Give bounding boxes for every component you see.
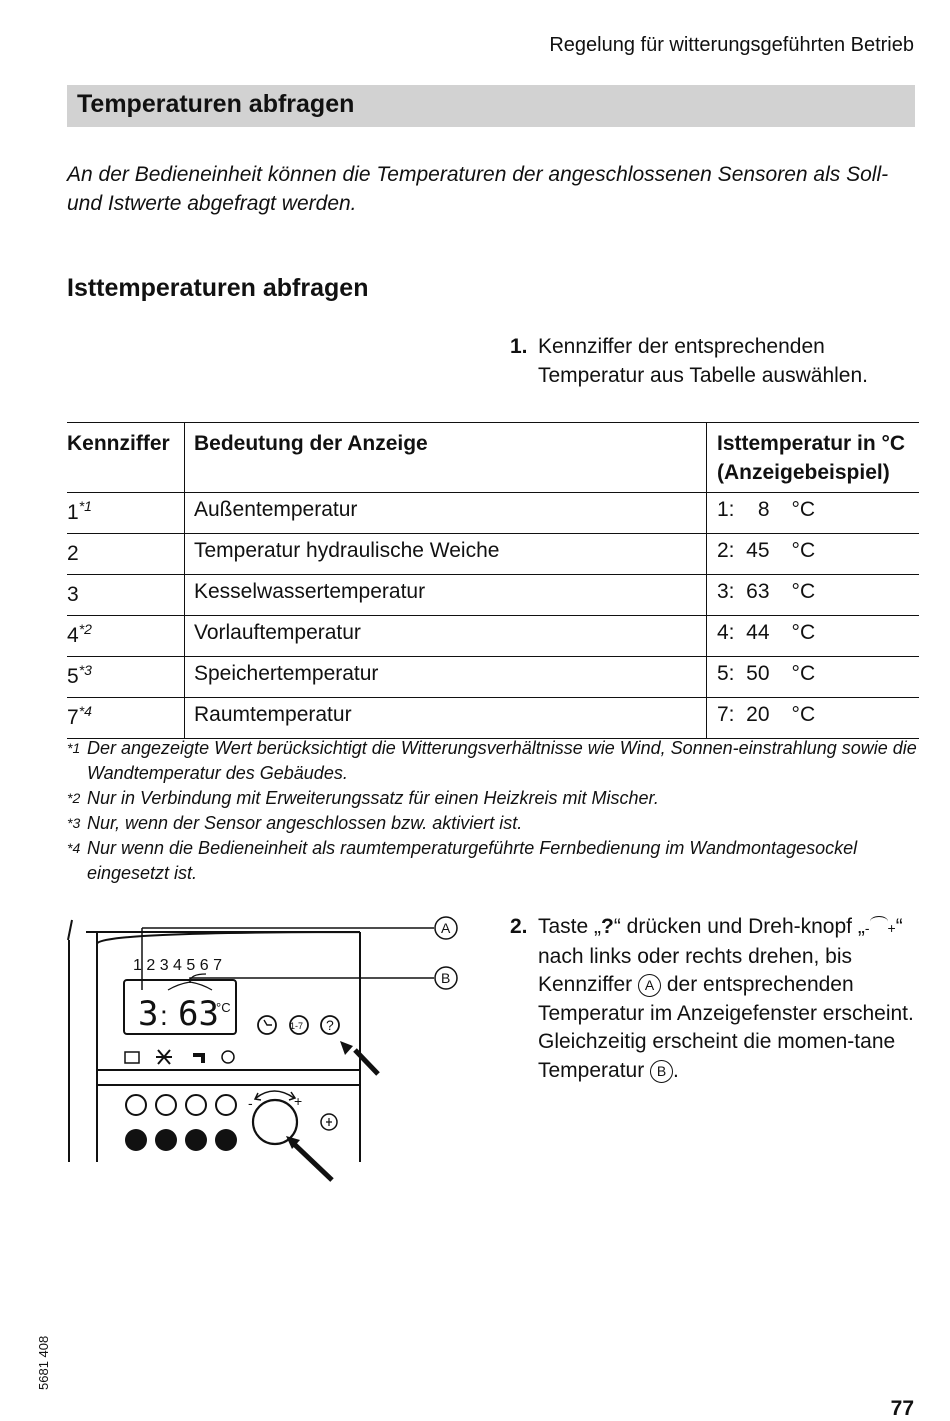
table-row (67, 698, 919, 739)
mode-button-4[interactable] (216, 1095, 236, 1115)
knob-rotate-icon (870, 916, 888, 927)
code-value: 1 (67, 501, 79, 524)
row-code (67, 534, 185, 575)
footnote-text: Nur in Verbindung mit Erweiterungssatz für einen Heizkreis mit Mischer. (87, 788, 659, 808)
value-unit: °C (791, 662, 816, 685)
row-value (707, 616, 920, 657)
knob-plus-symbol: + (887, 920, 896, 936)
footnote-text: Der angezeigte Wert berücksichtigt die Witterungsverhältnisse wie Wind, Sonnen-einstrahlung sowie die Wandtemperatur des Gebäudes. (87, 738, 917, 783)
value-unit: °C (791, 539, 816, 562)
section-bar (67, 85, 915, 127)
code-value: 4 (67, 624, 79, 647)
row-value (707, 698, 920, 739)
step-2-text (538, 913, 930, 1085)
value-unit: °C (791, 621, 816, 644)
row-value (707, 493, 920, 534)
knob-rotation-arrow (256, 1091, 294, 1098)
footnote-ref: *2 (78, 621, 92, 637)
row-meaning: Raumtemperatur (185, 698, 707, 739)
page-header: Regelung für witterungsgeführten Betrieb (549, 34, 914, 56)
fan-icon (156, 1050, 172, 1064)
radiator-icon (125, 1052, 139, 1063)
document-number: 5681 408 (36, 1335, 51, 1390)
row-value (707, 534, 920, 575)
value-unit: °C (791, 498, 816, 521)
row-value (707, 575, 920, 616)
step-2 (510, 913, 930, 1085)
value-text: 3: 63 (717, 580, 770, 603)
help-key-label: ? (601, 915, 614, 938)
ref-b-badge: B (650, 1060, 673, 1083)
row-code (67, 493, 185, 534)
footnote-ref: *4 (78, 703, 92, 719)
footnote (67, 786, 927, 811)
row-meaning: Temperatur hydraulische Weiche (185, 534, 707, 575)
display-unit: °C (216, 1000, 231, 1015)
code-value: 3 (67, 583, 79, 606)
housing-divider (97, 1070, 360, 1085)
footnote-text: Nur wenn die Bedieneinheit als raumtemperaturgeführte Fernbedienung im Wandmontagesockel eingesetzt ist. (87, 838, 858, 883)
section-title: Temperaturen abfragen (77, 90, 355, 118)
knob-minus-symbol: - (864, 920, 870, 936)
row-code (67, 616, 185, 657)
footnote (67, 736, 927, 786)
step-2-number: 2. (510, 915, 528, 938)
burner-icon (222, 1051, 234, 1063)
table-row (67, 657, 919, 698)
value-text: 1: 8 (717, 498, 770, 521)
callout-b-label: B (441, 970, 451, 986)
row-meaning: Vorlauftemperatur (185, 616, 707, 657)
mode-button-1[interactable] (126, 1095, 146, 1115)
footnote-text: Nur, wenn der Sensor angeschlossen bzw. aktiviert ist. (87, 813, 523, 833)
header-value-line2: (Anzeigebeispiel) (717, 461, 890, 484)
footnote-mark: *1 (67, 740, 81, 756)
pointer-arrowhead-help (340, 1041, 353, 1055)
code-value: 5 (67, 665, 79, 688)
step-2-part-2: “ drücken und Dreh-knopf „ (613, 915, 865, 938)
knob-arrowheads (255, 1092, 295, 1100)
help-button-label: ? (326, 1017, 334, 1033)
intro-text: An der Bedieneinheit können die Temperaturen der angeschlossenen Sensoren als Soll- und Istwerte abgefragt werden. (67, 163, 889, 215)
value-text: 7: 20 (717, 703, 770, 726)
housing-corner (68, 920, 72, 940)
step-1-number: 1. (510, 335, 528, 358)
pointer-arrow-knob (292, 1142, 332, 1180)
row-meaning: Kesselwassertemperatur (185, 575, 707, 616)
display-value: 63 (178, 994, 219, 1034)
temperature-table (67, 422, 919, 739)
callout-a-label: A (441, 920, 451, 936)
program-button-2[interactable] (155, 1129, 177, 1151)
step-2-part-1: Taste „ (538, 915, 602, 938)
step-2-part-4: der entsprechenden Temperatur im Anzeigefenster erscheint. Gleichzeitig erscheint die momen-tane Temperatur (538, 973, 914, 1082)
table-header-row (67, 423, 919, 493)
program-button-1[interactable] (125, 1129, 147, 1151)
program-button-4[interactable] (215, 1129, 237, 1151)
row-code (67, 657, 185, 698)
row-value (707, 657, 920, 698)
mode-button-2[interactable] (156, 1095, 176, 1115)
row-meaning: Außentemperatur (185, 493, 707, 534)
footnote-mark: *4 (67, 840, 81, 856)
subsection-title: Isttemperaturen abfragen (67, 274, 369, 302)
table-row (67, 575, 919, 616)
reset-symbol-icon (326, 1118, 332, 1126)
table-row (67, 534, 919, 575)
header-meaning: Bedeutung der Anzeige (185, 423, 707, 493)
row-code (67, 698, 185, 739)
brace (168, 974, 212, 990)
footnote-mark: *2 (67, 790, 81, 806)
clock-hands-icon (264, 1020, 272, 1025)
tap-icon (193, 1053, 205, 1063)
header-value (707, 423, 920, 493)
step-1 (510, 332, 930, 390)
row-code (67, 575, 185, 616)
footnote-mark: *3 (67, 815, 81, 831)
step-2-part-3: “ nach links oder rechts drehen, bis Kennziffer (538, 915, 903, 996)
value-text: 5: 50 (717, 662, 770, 685)
knob-minus-label: - (248, 1095, 253, 1111)
mode-button-3[interactable] (186, 1095, 206, 1115)
value-unit: °C (791, 580, 816, 603)
footnote (67, 836, 927, 886)
table-row (67, 616, 919, 657)
footnote-ref: *1 (78, 498, 92, 514)
value-text: 4: 44 (717, 621, 770, 644)
footnote-ref: *3 (78, 662, 92, 678)
value-text: 2: 45 (717, 539, 770, 562)
footnotes (67, 736, 927, 886)
footnote (67, 811, 927, 836)
ref-a-badge: A (638, 974, 661, 997)
header-value-line1: Isttemperatur in °C (717, 432, 906, 455)
value-unit: °C (791, 703, 816, 726)
code-value: 2 (67, 542, 79, 565)
table-row (67, 493, 919, 534)
step-1-text: Kennziffer der entsprechenden Temperatur aus Tabelle auswählen. (538, 335, 868, 387)
day-button-label: 1-7 (290, 1021, 304, 1031)
knob-plus-label: + (294, 1093, 303, 1109)
display-separator: : (160, 1000, 168, 1031)
page-number: 77 (890, 1397, 914, 1420)
display-code: 3 (138, 994, 159, 1034)
program-button-3[interactable] (185, 1129, 207, 1151)
header-code: Kennziffer (67, 423, 185, 493)
step-2-part-5: . (673, 1058, 679, 1082)
code-value: 7 (67, 706, 79, 729)
control-unit-diagram (60, 912, 480, 1197)
row-meaning: Speichertemperatur (185, 657, 707, 698)
digits-label: 1 2 3 4 5 6 7 (133, 957, 222, 974)
